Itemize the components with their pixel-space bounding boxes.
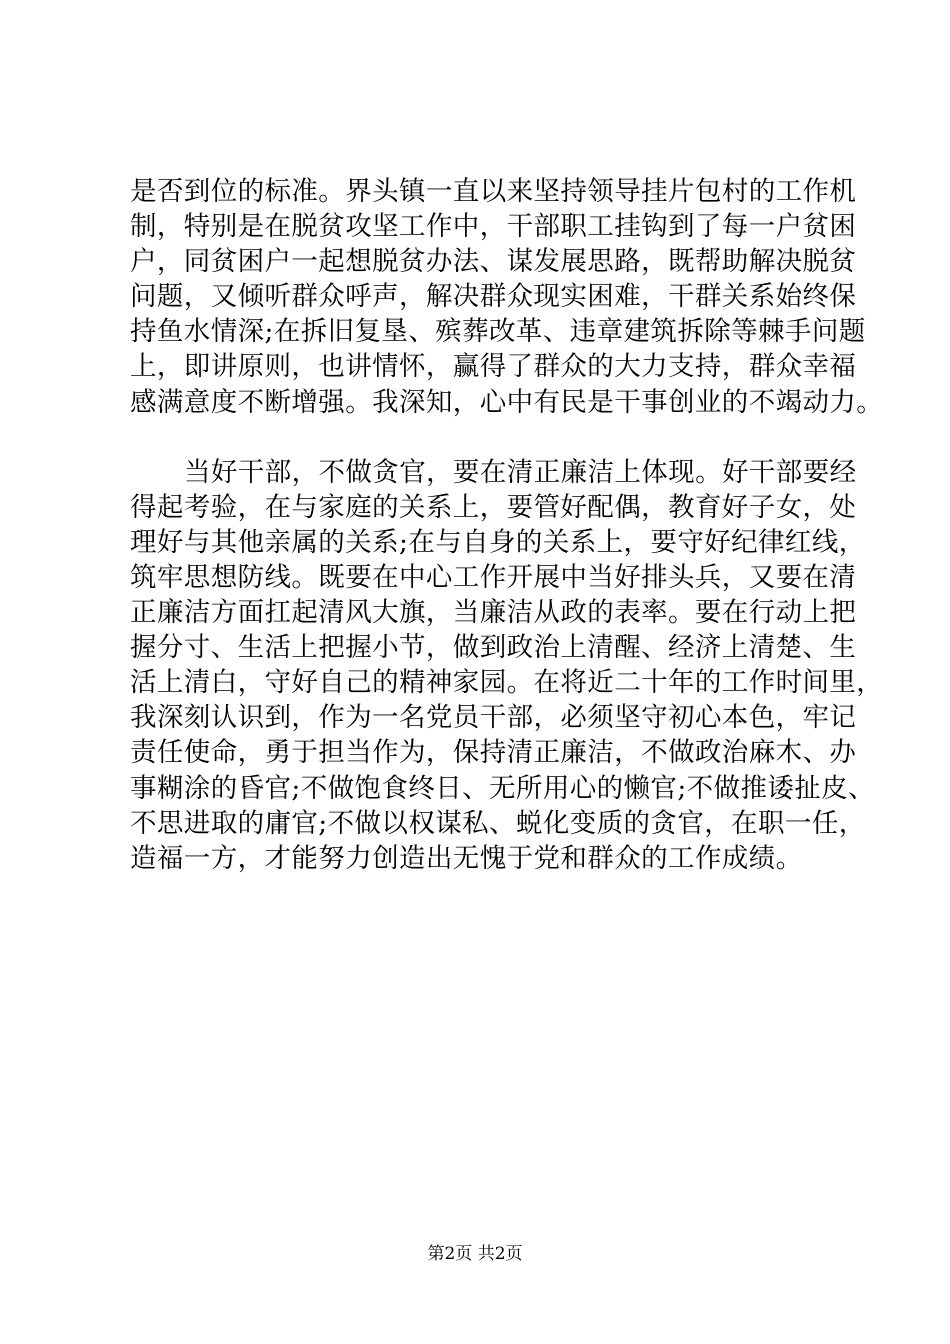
paragraph-line: 得起考验，在与家庭的关系上，要管好配偶，教育好子女，处 xyxy=(130,491,857,523)
paragraph-line: 握分寸、生活上把握小节，做到政治上清醒、经济上清楚、生 xyxy=(130,632,857,664)
paragraph-line: 制，特别是在脱贫攻坚工作中，干部职工挂钩到了每一户贫困 xyxy=(130,211,857,243)
paragraph-line: 感满意度不断增强。我深知，心中有民是干事创业的不竭动力。 xyxy=(130,386,884,418)
paragraph-line: 问题，又倾听群众呼声，解决群众现实困难，干群关系始终保 xyxy=(130,281,857,313)
paragraph-line: 理好与其他亲属的关系;在与自身的关系上，要守好纪律红线， xyxy=(130,526,866,558)
paragraph-line: 正廉洁方面扛起清风大旗，当廉洁从政的表率。要在行动上把 xyxy=(130,597,857,629)
paragraph-line: 不思进取的庸官;不做以权谋私、蜕化变质的贪官，在职一任， xyxy=(130,807,866,839)
paragraph-line: 事糊涂的昏官;不做饱食终日、无所用心的懒官;不做推诿扯皮、 xyxy=(130,772,875,804)
paragraph-2 xyxy=(130,455,884,876)
paragraph-line: 我深刻认识到，作为一名党员干部，必须坚守初心本色，牢记 xyxy=(130,702,857,734)
paragraph-line: 是否到位的标准。界头镇一直以来坚持领导挂片包村的工作机 xyxy=(130,176,857,207)
paragraph-line: 上，即讲原则，也讲情怀，赢得了群众的大力支持，群众幸福 xyxy=(130,351,857,383)
page-number-label: 第2页 共2页 xyxy=(427,1244,523,1264)
paragraph-line: 活上清白，守好自己的精神家园。在将近二十年的工作时间里， xyxy=(130,667,884,699)
paragraph-first-line xyxy=(130,455,857,490)
paragraph-line: 筑牢思想防线。既要在中心工作开展中当好排头兵，又要在清 xyxy=(130,561,857,593)
paragraph-line: 责任使命，勇于担当作为，保持清正廉洁，不做政治麻木、办 xyxy=(130,737,857,769)
paragraph-line-text: 当好干部，不做贪官，要在清正廉洁上体现。好干部要经 xyxy=(184,456,857,488)
paragraph-spacer xyxy=(130,420,850,455)
document-body xyxy=(130,174,884,876)
paragraph-1 xyxy=(130,174,884,420)
paragraph-line: 造福一方，才能努力创造出无愧于党和群众的工作成绩。 xyxy=(130,842,803,874)
paragraph-line: 持鱼水情深;在拆旧复垦、殡葬改革、违章建筑拆除等棘手问题 xyxy=(130,316,866,348)
page-footer xyxy=(0,1243,950,1265)
paragraph-line: 户，同贫困户一起想脱贫办法、谋发展思路，既帮助解决脱贫 xyxy=(130,246,857,278)
